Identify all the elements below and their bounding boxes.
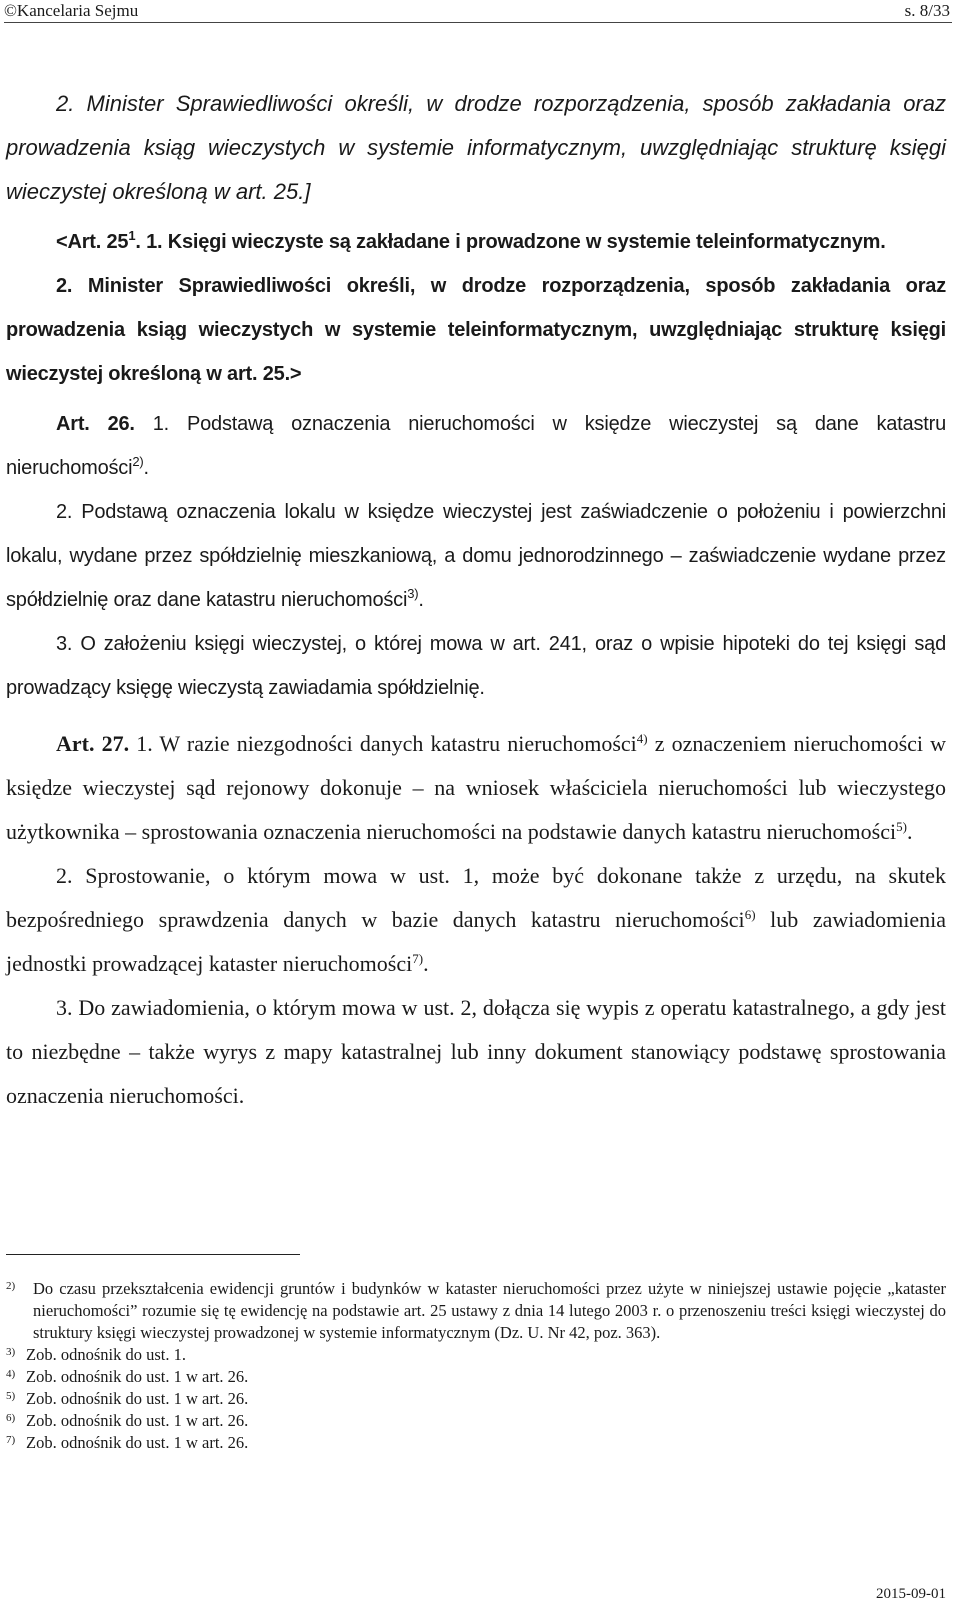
document-body bbox=[6, 82, 946, 1118]
art26-paragraph-1 bbox=[6, 402, 946, 490]
art27-p2-end: . bbox=[423, 951, 429, 976]
document-date: 2015-09-01 bbox=[876, 1586, 946, 1602]
art27-p1-end: . bbox=[906, 819, 913, 844]
art27-p2-footnote-ref-a: 6) bbox=[744, 907, 756, 922]
art27-paragraph-2 bbox=[6, 854, 946, 986]
footnote-text: Zob. odnośnik do ust. 1 w art. 26. bbox=[26, 1433, 249, 1452]
footnote-7 bbox=[6, 1432, 946, 1454]
art27-p1-footnote-ref-b: 5) bbox=[896, 819, 907, 834]
art25-old-paragraph-2: 2. Minister Sprawiedliwości określi, w drodze rozporządzenia, sposób zakładania oraz prowadzenia ksiąg wieczystych w systemie informatycznym, uwzględniając strukturę księgi wieczystej określoną w art. 25.] bbox=[6, 91, 946, 204]
art26-p1-footnote-ref: 2) bbox=[132, 454, 144, 469]
art27-label: Art. 27. bbox=[56, 731, 130, 756]
footnote-4 bbox=[6, 1366, 946, 1388]
art27-p1-text-a: 1. W razie niezgodności danych katastru nieruchomości bbox=[129, 731, 637, 756]
art25-sup: 1 bbox=[128, 228, 136, 243]
footnote-separator bbox=[6, 1254, 300, 1255]
art26-label: Art. 26. bbox=[56, 413, 135, 435]
art26-p2-text: 2. Podstawą oznaczenia lokalu w księdze wieczystej jest zaświadczenie o położeniu i powierzchni lokalu, wydane przez spółdzielnię mieszkaniową, a domu jednorodzinnego – zaświadczenie wydane przez spółdzielnię oraz dane katastru nieruchomości bbox=[6, 501, 946, 611]
footnote-5 bbox=[6, 1388, 946, 1410]
art26-p2-end: . bbox=[418, 589, 424, 611]
footnotes bbox=[6, 1278, 946, 1454]
page-header bbox=[0, 0, 960, 28]
footnote-text: Zob. odnośnik do ust. 1 w art. 26. bbox=[26, 1411, 249, 1430]
art27-paragraph-1 bbox=[6, 722, 946, 854]
art27-p2-text-a: 2. Sprostowanie, o którym mowa w ust. 1, może być dokonane także z urzędu, na skutek bezpośredniego sprawdzenia danych w bazie danych katastru nieruchomości bbox=[6, 863, 946, 932]
art25-new-paragraph-1 bbox=[6, 220, 946, 264]
footnote-mark: 5) bbox=[6, 1390, 16, 1402]
art25-new-label: <Art. 25 bbox=[56, 231, 129, 253]
art25-new-p1-text: . 1. Księgi wieczyste są zakładane i prowadzone w systemie teleinformatycznym. bbox=[135, 231, 886, 253]
footnote-2 bbox=[6, 1278, 946, 1344]
footnote-mark: 3) bbox=[6, 1346, 16, 1358]
art27-paragraph-3: 3. Do zawiadomienia, o którym mowa w ust. 2, dołącza się wypis z operatu katastralnego, a gdy jest to niezbędne – także wyrys z mapy katastralnej lub inny dokument stanowiący podstawę sprostowania oznaczenia nieruchomości. bbox=[6, 995, 946, 1108]
art27-p2-footnote-ref-b: 7) bbox=[412, 951, 424, 966]
art26-p1-end: . bbox=[143, 457, 149, 479]
footnote-mark: 4) bbox=[6, 1368, 16, 1380]
art27-p1-footnote-ref-a: 4) bbox=[636, 731, 648, 746]
footnote-6 bbox=[6, 1410, 946, 1432]
footnote-mark: 2) bbox=[6, 1280, 16, 1292]
art27-p2-text-b: lub zawiadomienia jednostki prowadzącej kataster nieruchomości bbox=[6, 907, 946, 976]
footnote-text: Do czasu przekształcenia ewidencji gruntów i budynków w kataster nieruchomości przez użyte w niniejszej ustawie pojęcie „kataster nieruchomości” rozumie się tę ewidencję na podstawie art. 25 ustawy z dnia 14 lutego 2003 r. o przenoszeniu treści księgi wieczystej do struktury księgi wieczystej prowadzonej w systemie informatycznym (Dz. U. Nr 42, poz. 363). bbox=[33, 1279, 946, 1342]
art26-paragraph-3: 3. O założeniu księgi wieczystej, o której mowa w art. 241, oraz o wpisie hipoteki do tej księgi sąd prowadzący księgę wieczystą zawiadamia spółdzielnię. bbox=[6, 633, 946, 699]
art26-paragraph-2 bbox=[6, 490, 946, 622]
footnote-mark: 6) bbox=[6, 1412, 16, 1424]
footnote-text: Zob. odnośnik do ust. 1 w art. 26. bbox=[26, 1367, 249, 1386]
header-rule bbox=[4, 22, 952, 23]
art27-p1-text-b: z oznaczeniem nieruchomości w księdze wieczystej sąd rejonowy dokonuje – na wniosek właściciela nieruchomości lub wieczystego użytkownika – sprostowania oznaczenia nieruchomości na podstawie danych katastru nieruchomości bbox=[6, 731, 947, 844]
art26-p1-text: 1. Podstawą oznaczenia nieruchomości w księdze wieczystej są dane katastru nieruchomości bbox=[6, 413, 947, 479]
footnote-mark: 7) bbox=[6, 1434, 16, 1446]
footnote-text: Zob. odnośnik do ust. 1 w art. 26. bbox=[26, 1389, 249, 1408]
footnote-text: Zob. odnośnik do ust. 1. bbox=[26, 1345, 186, 1364]
art25-new-paragraph-2: 2. Minister Sprawiedliwości określi, w drodze rozporządzenia, sposób zakładania oraz prowadzenia ksiąg wieczystych w systemie teleinformatycznym, uwzględniając strukturę księgi wieczystej określoną w art. 25.> bbox=[6, 275, 946, 385]
art26-p2-footnote-ref: 3) bbox=[407, 586, 419, 601]
footnote-3 bbox=[6, 1344, 946, 1366]
header-copyright: ©Kancelaria Sejmu bbox=[4, 1, 139, 20]
header-page-number: s. 8/33 bbox=[904, 1, 950, 20]
